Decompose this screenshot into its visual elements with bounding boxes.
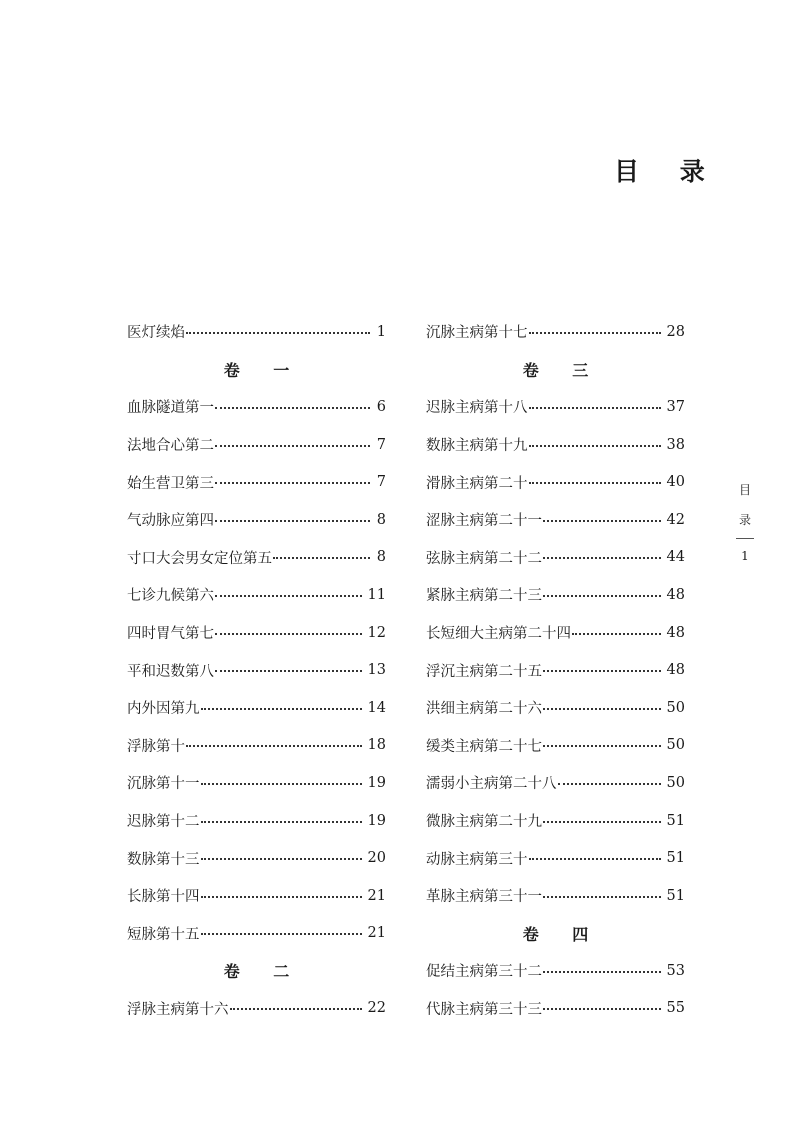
- toc-entry[interactable]: [426, 388, 685, 426]
- toc-entry-page: 14: [367, 699, 386, 716]
- toc-entry-page: 21: [367, 887, 386, 904]
- volume-heading: 卷 一: [223, 360, 304, 380]
- dot-leader: [230, 1008, 362, 1010]
- side-tab-divider: [736, 538, 754, 539]
- page-number: 1: [741, 549, 749, 563]
- toc-entry-page: 51: [666, 812, 685, 829]
- toc-entry-page: 48: [666, 586, 685, 603]
- toc-right-column: [426, 313, 685, 1027]
- dot-leader: [543, 896, 661, 898]
- dot-leader: [543, 745, 661, 747]
- toc-entry-label: 紧脉主病第二十三: [426, 588, 542, 605]
- toc-entry[interactable]: [426, 501, 685, 539]
- toc-entry-label: 革脉主病第三十一: [426, 889, 542, 906]
- toc-entry[interactable]: [426, 576, 685, 614]
- toc-entry-label: 洪细主病第二十六: [426, 701, 542, 718]
- dot-leader: [543, 708, 661, 710]
- toc-entry-label: 四时胃气第七: [127, 626, 214, 643]
- toc-entry[interactable]: [127, 614, 386, 652]
- toc-entry-label: 迟脉第十二: [127, 814, 200, 831]
- dot-leader: [215, 595, 362, 597]
- dot-leader: [215, 482, 370, 484]
- toc-entry-page: 50: [666, 699, 685, 716]
- dot-leader: [543, 670, 661, 672]
- toc-entry-label: 沉脉主病第十七: [426, 325, 528, 342]
- toc-entry[interactable]: [127, 764, 386, 802]
- toc-entry[interactable]: [127, 915, 386, 953]
- dot-leader: [215, 670, 362, 672]
- dot-leader: [201, 708, 362, 710]
- dot-leader: [186, 332, 370, 334]
- dot-leader: [543, 557, 661, 559]
- side-tab-char: 目: [738, 483, 751, 497]
- toc-entry[interactable]: [426, 689, 685, 727]
- toc-entry[interactable]: [426, 764, 685, 802]
- dot-leader: [529, 332, 661, 334]
- toc-entry-page: 51: [666, 850, 685, 867]
- toc-entry-label: 缓类主病第二十七: [426, 738, 542, 755]
- toc-entry-page: 50: [666, 737, 685, 754]
- toc-entry[interactable]: [127, 802, 386, 840]
- dot-leader: [201, 821, 362, 823]
- toc-entry-label: 迟脉主病第十八: [426, 400, 528, 417]
- toc-entry[interactable]: [127, 689, 386, 727]
- toc-entry-page: 48: [666, 624, 685, 641]
- toc-entry[interactable]: [426, 727, 685, 765]
- toc-entry-label: 数脉第十三: [127, 851, 200, 868]
- side-tab-char: 录: [738, 513, 751, 527]
- dot-leader: [529, 482, 661, 484]
- toc-entry-page: 8: [376, 511, 386, 528]
- side-tab: [734, 482, 756, 563]
- dot-leader: [215, 407, 370, 409]
- dot-leader: [543, 1008, 661, 1010]
- toc-entry[interactable]: [127, 388, 386, 426]
- volume-heading: 卷 二: [223, 962, 304, 982]
- toc-entry-label: 代脉主病第三十三: [426, 1001, 542, 1018]
- dot-leader: [201, 783, 362, 785]
- toc-entry-page: 8: [376, 549, 386, 566]
- toc-entry-page: 50: [666, 774, 685, 791]
- dot-leader: [529, 407, 661, 409]
- toc-entry-label: 医灯续焰: [127, 325, 185, 342]
- toc-entry-page: 18: [367, 737, 386, 754]
- toc-entry-page: 53: [666, 962, 685, 979]
- dot-leader: [529, 858, 661, 860]
- toc-entry-label: 血脉隧道第一: [127, 400, 214, 417]
- toc-entry-label: 内外因第九: [127, 701, 200, 718]
- toc-entry[interactable]: [426, 877, 685, 915]
- toc-entry-page: 13: [367, 662, 386, 679]
- toc-entry-page: 38: [666, 436, 685, 453]
- toc-entry-label: 始生营卫第三: [127, 475, 214, 492]
- toc-entry-page: 21: [367, 925, 386, 942]
- toc-entry[interactable]: [426, 990, 685, 1028]
- toc-entry[interactable]: [127, 877, 386, 915]
- toc-entry-page: 42: [666, 511, 685, 528]
- toc-entry-page: 40: [666, 474, 685, 491]
- dot-leader: [558, 783, 661, 785]
- toc-entry[interactable]: [127, 501, 386, 539]
- toc-entry[interactable]: [426, 802, 685, 840]
- toc-entry-page: 19: [367, 774, 386, 791]
- toc-entry-label: 浮脉第十: [127, 738, 185, 755]
- dot-leader: [543, 520, 661, 522]
- toc-entry-page: 12: [367, 624, 386, 641]
- toc-entry-label: 促结主病第三十二: [426, 964, 542, 981]
- page-title: 目 录: [614, 157, 721, 186]
- dot-leader: [201, 896, 362, 898]
- toc-entry-label: 数脉主病第十九: [426, 438, 528, 455]
- toc-entry-page: 44: [666, 549, 685, 566]
- toc-entry[interactable]: [127, 990, 386, 1028]
- toc-entry-label: 七诊九候第六: [127, 588, 214, 605]
- toc-entry-page: 6: [376, 398, 386, 415]
- toc-entry[interactable]: [426, 651, 685, 689]
- volume-heading: 卷 三: [522, 360, 603, 380]
- dot-leader: [201, 858, 362, 860]
- toc-entry-label: 寸口大会男女定位第五: [127, 550, 272, 567]
- dot-leader: [186, 745, 362, 747]
- toc-entry[interactable]: [426, 539, 685, 577]
- toc-entry-label: 长短细大主病第二十四: [426, 626, 571, 643]
- toc-entry-page: 20: [367, 850, 386, 867]
- toc-entry[interactable]: [426, 952, 685, 990]
- toc-entry-page: 7: [376, 436, 386, 453]
- toc-entry-page: 51: [666, 887, 685, 904]
- toc-entry-page: 19: [367, 812, 386, 829]
- toc-entry-label: 微脉主病第二十九: [426, 814, 542, 831]
- toc-entry-label: 涩脉主病第二十一: [426, 513, 542, 530]
- toc-entry-page: 11: [367, 586, 386, 603]
- toc-entry-page: 55: [666, 1000, 685, 1017]
- dot-leader: [215, 633, 362, 635]
- toc-entry-page: 1: [376, 323, 386, 340]
- dot-leader: [572, 633, 661, 635]
- dot-leader: [201, 933, 362, 935]
- toc-entry-page: 22: [367, 1000, 386, 1017]
- toc-entry[interactable]: [426, 426, 685, 464]
- toc-entry-label: 滑脉主病第二十: [426, 475, 528, 492]
- dot-leader: [543, 821, 661, 823]
- toc-entry-label: 短脉第十五: [127, 926, 200, 943]
- toc-entry-label: 法地合心第二: [127, 438, 214, 455]
- volume-heading: 卷 四: [522, 924, 603, 944]
- toc-entry-label: 长脉第十四: [127, 889, 200, 906]
- toc-entry-label: 平和迟数第八: [127, 663, 214, 680]
- toc-left-column: [127, 313, 386, 1027]
- toc-entry[interactable]: [127, 463, 386, 501]
- toc-entry[interactable]: [426, 839, 685, 877]
- toc-entry[interactable]: [127, 576, 386, 614]
- toc-entry[interactable]: [426, 463, 685, 501]
- toc-entry-label: 沉脉第十一: [127, 776, 200, 793]
- dot-leader: [215, 445, 370, 447]
- toc-entry-page: 48: [666, 662, 685, 679]
- toc-entry[interactable]: [127, 839, 386, 877]
- toc-entry-page: 28: [666, 323, 685, 340]
- toc-entry-label: 浮沉主病第二十五: [426, 663, 542, 680]
- toc-entry[interactable]: [127, 539, 386, 577]
- dot-leader: [543, 971, 661, 973]
- dot-leader: [543, 595, 661, 597]
- toc-entry-page: 7: [376, 474, 386, 491]
- toc-entry-label: 动脉主病第三十: [426, 851, 528, 868]
- toc-entry-label: 弦脉主病第二十二: [426, 550, 542, 567]
- toc-entry-label: 濡弱小主病第二十八: [426, 776, 557, 793]
- toc-entry-label: 气动脉应第四: [127, 513, 214, 530]
- dot-leader: [529, 445, 661, 447]
- toc-entry[interactable]: [426, 313, 685, 351]
- dot-leader: [273, 557, 370, 559]
- toc-entry[interactable]: [426, 614, 685, 652]
- dot-leader: [215, 520, 370, 522]
- toc-entry-page: 37: [666, 398, 685, 415]
- toc-entry[interactable]: [127, 313, 386, 351]
- toc-entry-label: 浮脉主病第十六: [127, 1001, 229, 1018]
- toc-entry[interactable]: [127, 426, 386, 464]
- toc-entry[interactable]: [127, 651, 386, 689]
- toc-entry[interactable]: [127, 727, 386, 765]
